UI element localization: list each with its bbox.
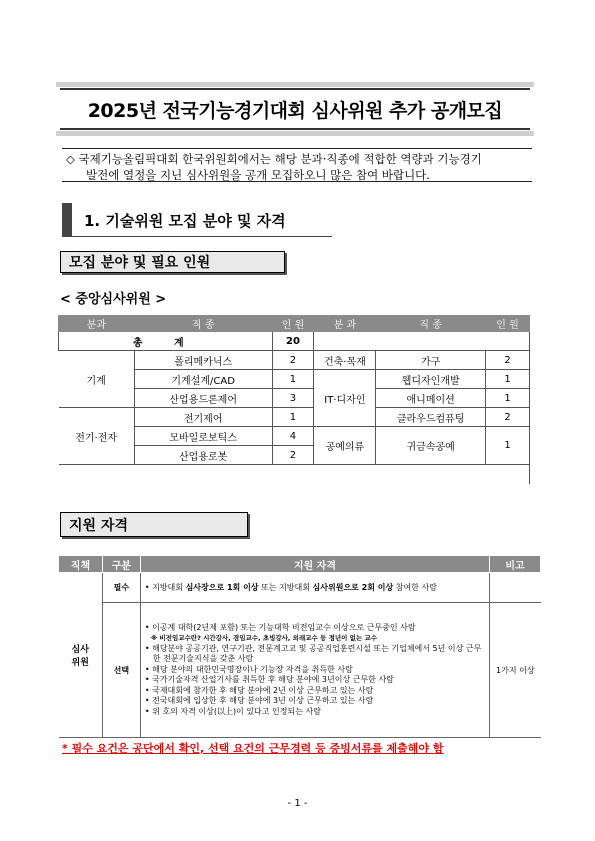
- count-cell: 1: [272, 370, 314, 389]
- recruit-field-label: 모집 분야 및 필요 인원: [60, 251, 285, 273]
- th-division-2: 분 과: [314, 316, 376, 332]
- group-machine: 기계: [59, 351, 135, 408]
- section-heading: [62, 203, 332, 237]
- count-cell: 2: [486, 351, 530, 370]
- opt-item: • 전국대회에 입상한 후 해당 분야에 3년 이상 근무하고 있는 사람: [144, 696, 374, 706]
- qualification-table: [58, 555, 541, 738]
- th-job: 직 종: [134, 316, 272, 332]
- page-number: - 1 -: [287, 798, 308, 809]
- opt-note: ※ 비전임교수란? 시간강사, 겸임교수, 초빙강사, 외래교수 등 정년이 없는 교수: [150, 634, 378, 643]
- count-cell: 2: [486, 408, 530, 427]
- optional-list: [140, 603, 489, 738]
- job-cell: 클라우드컴퓨팅: [376, 408, 486, 427]
- remark-cell: 1가지 이상: [490, 603, 541, 738]
- optional-type: 선택: [102, 603, 140, 738]
- th-remark: 비고: [490, 556, 541, 573]
- count-cell: 1: [486, 389, 530, 408]
- qualification-label: 지원 자격: [60, 512, 248, 537]
- requirement-note: * 필수 요건은 공단에서 확인, 선택 요건의 근무경력 등 증빙서류를 제출해야 함: [62, 742, 444, 755]
- count-cell: 1: [486, 370, 530, 389]
- group-architecture: 건축·목재: [314, 351, 376, 370]
- page-title: 2025년 전국기능경기대회 심사위원 추가 공개모집: [87, 99, 503, 122]
- job-cell: 기계설계/CAD: [134, 370, 272, 389]
- job-cell: 웹디자인개발: [376, 370, 486, 389]
- total-label: 총 계: [59, 332, 273, 351]
- total-value: 20: [272, 332, 314, 351]
- job-cell: 애니메이션: [376, 389, 486, 408]
- job-cell: 산업용로봇: [134, 446, 272, 465]
- notice-box: [62, 148, 532, 182]
- count-cell: 1: [272, 408, 314, 427]
- th-count: 인 원: [272, 316, 314, 332]
- role-cell: 심사 위원: [59, 573, 103, 738]
- count-cell: 3: [272, 389, 314, 408]
- group-electric: 전기·전자: [59, 408, 135, 465]
- th-division: 분과: [59, 316, 135, 332]
- opt-item: • 해당 분야의 대한민국명장이나 기능장 자격을 취득한 사람: [144, 664, 353, 674]
- th-type: 구분: [102, 556, 140, 573]
- opt-item: • 위 호의 자격 이상(以上)이 있다고 인정되는 사람: [144, 706, 321, 716]
- opt-item: • 국가기술자격 산업기사를 취득한 후 해당 분야에 3년이상 근무한 사람: [144, 675, 394, 685]
- count-cell: 2: [272, 351, 314, 370]
- count-cell: 4: [272, 427, 314, 446]
- opt-item: • 이공계 대학(2년제 포함) 또는 기능대학 비전임교수 이상으로 근무중인 사람: [144, 622, 416, 632]
- opt-item: • 국제대회에 참가한 후 해당 분야에 2년 이상 근무하고 있는 사람: [144, 685, 374, 695]
- section-title: 1. 기술위원 모집 분야 및 자격: [84, 212, 286, 230]
- notice-line-1: ◇ 국제기능올림픽대회 한국위원회에서는 해당 분과·직종에 적합한 역량과 기능경기: [66, 152, 482, 166]
- th-qualification: 지원 자격: [140, 556, 489, 573]
- central-judges-heading: < 중앙심사위원 >: [60, 292, 167, 307]
- job-cell: 산업용드론제어: [134, 389, 272, 408]
- job-cell: 귀금속공예: [376, 427, 486, 465]
- job-cell: 모바일로보틱스: [134, 427, 272, 446]
- required-text: • 지방대회 심사장으로 1회 이상 또는 지방대회 심사위원으로 2회 이상 참여한 사람: [140, 573, 489, 603]
- opt-item: • 해당분야 공공기관, 연구기관, 전문계고교 및 공공직업훈련시설 또는 기업체에서 5년 이상 근무한 전문기술지식을 갖춘 사람: [144, 643, 482, 664]
- recruit-table: [58, 315, 530, 484]
- job-cell: 가구: [376, 351, 486, 370]
- title-box: [60, 88, 530, 130]
- th-position: 직책: [59, 556, 103, 573]
- notice-line-2: 발전에 열정을 지닌 심사위원을 공개 모집하오니 많은 참여 바랍니다.: [86, 168, 430, 182]
- group-it-design: IT·디자인: [314, 370, 376, 427]
- job-cell: 전기제어: [134, 408, 272, 427]
- count-cell: 1: [486, 427, 530, 465]
- th-job-2: 직 종: [376, 316, 486, 332]
- job-cell: 폴리메카닉스: [134, 351, 272, 370]
- count-cell: 2: [272, 446, 314, 465]
- required-type: 필수: [102, 573, 140, 603]
- th-count-2: 인 원: [486, 316, 530, 332]
- group-craft: 공예의류: [314, 427, 376, 465]
